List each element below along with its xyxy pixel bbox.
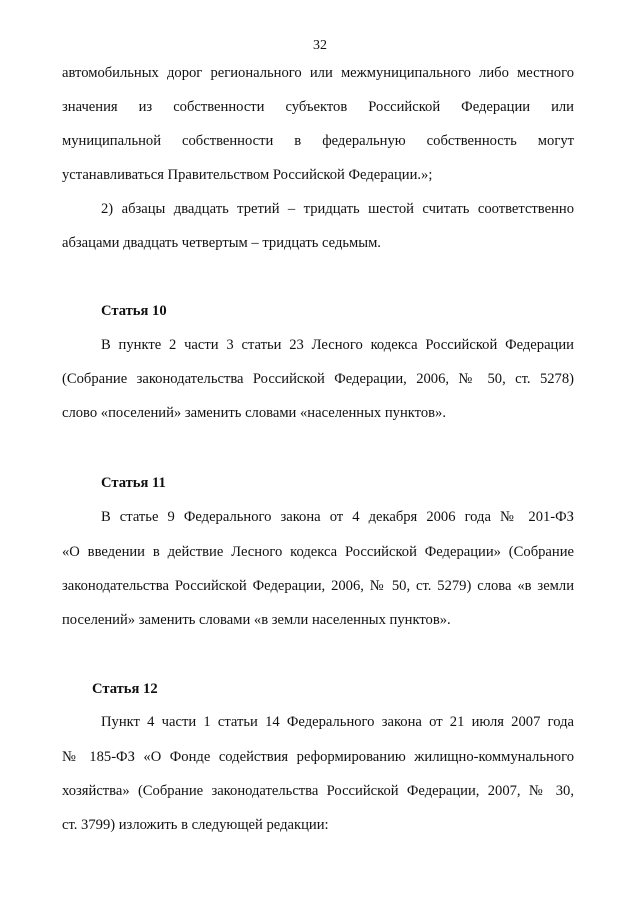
paragraph-line: законодательства Российской Федерации, 2006, № 50, ст. 5279) слова «в земли	[62, 578, 574, 594]
paragraph-line: 2) абзацы двадцать третий – тридцать шестой считать соответственно	[101, 201, 574, 217]
article-heading: Статья 12	[92, 681, 158, 697]
article-heading: Статья 10	[101, 303, 167, 319]
paragraph-line: слово «поселений» заменить словами «населенных пунктов».	[62, 405, 446, 421]
paragraph-line: устанавливаться Правительством Российской Федерации.»;	[62, 167, 433, 183]
article-heading: Статья 11	[101, 475, 166, 491]
paragraph-line: поселений» заменить словами «в земли населенных пунктов».	[62, 612, 451, 628]
paragraph-line: хозяйства» (Собрание законодательства Российской Федерации, 2007, № 30,	[62, 783, 574, 799]
paragraph-line: «О введении в действие Лесного кодекса Российской Федерации» (Собрание	[62, 544, 574, 560]
page-number: 32	[313, 38, 327, 53]
paragraph-line: ст. 3799) изложить в следующей редакции:	[62, 817, 329, 833]
paragraph-line: В статье 9 Федерального закона от 4 декабря 2006 года № 201-ФЗ	[101, 509, 574, 525]
paragraph-line: муниципальной собственности в федеральную собственность могут	[62, 133, 574, 149]
paragraph-line: автомобильных дорог регионального или межмуниципального либо местного	[62, 65, 574, 81]
paragraph-line: абзацами двадцать четвертым – тридцать седьмым.	[62, 235, 381, 251]
paragraph-line: Пункт 4 части 1 статьи 14 Федерального закона от 21 июля 2007 года	[101, 714, 574, 730]
paragraph-line: (Собрание законодательства Российской Федерации, 2006, № 50, ст. 5278)	[62, 371, 574, 387]
paragraph-line: № 185-ФЗ «О Фонде содействия реформированию жилищно-коммунального	[62, 749, 574, 765]
paragraph-line: значения из собственности субъектов Российской Федерации или	[62, 99, 574, 115]
paragraph-line: В пункте 2 части 3 статьи 23 Лесного кодекса Российской Федерации	[101, 337, 574, 353]
